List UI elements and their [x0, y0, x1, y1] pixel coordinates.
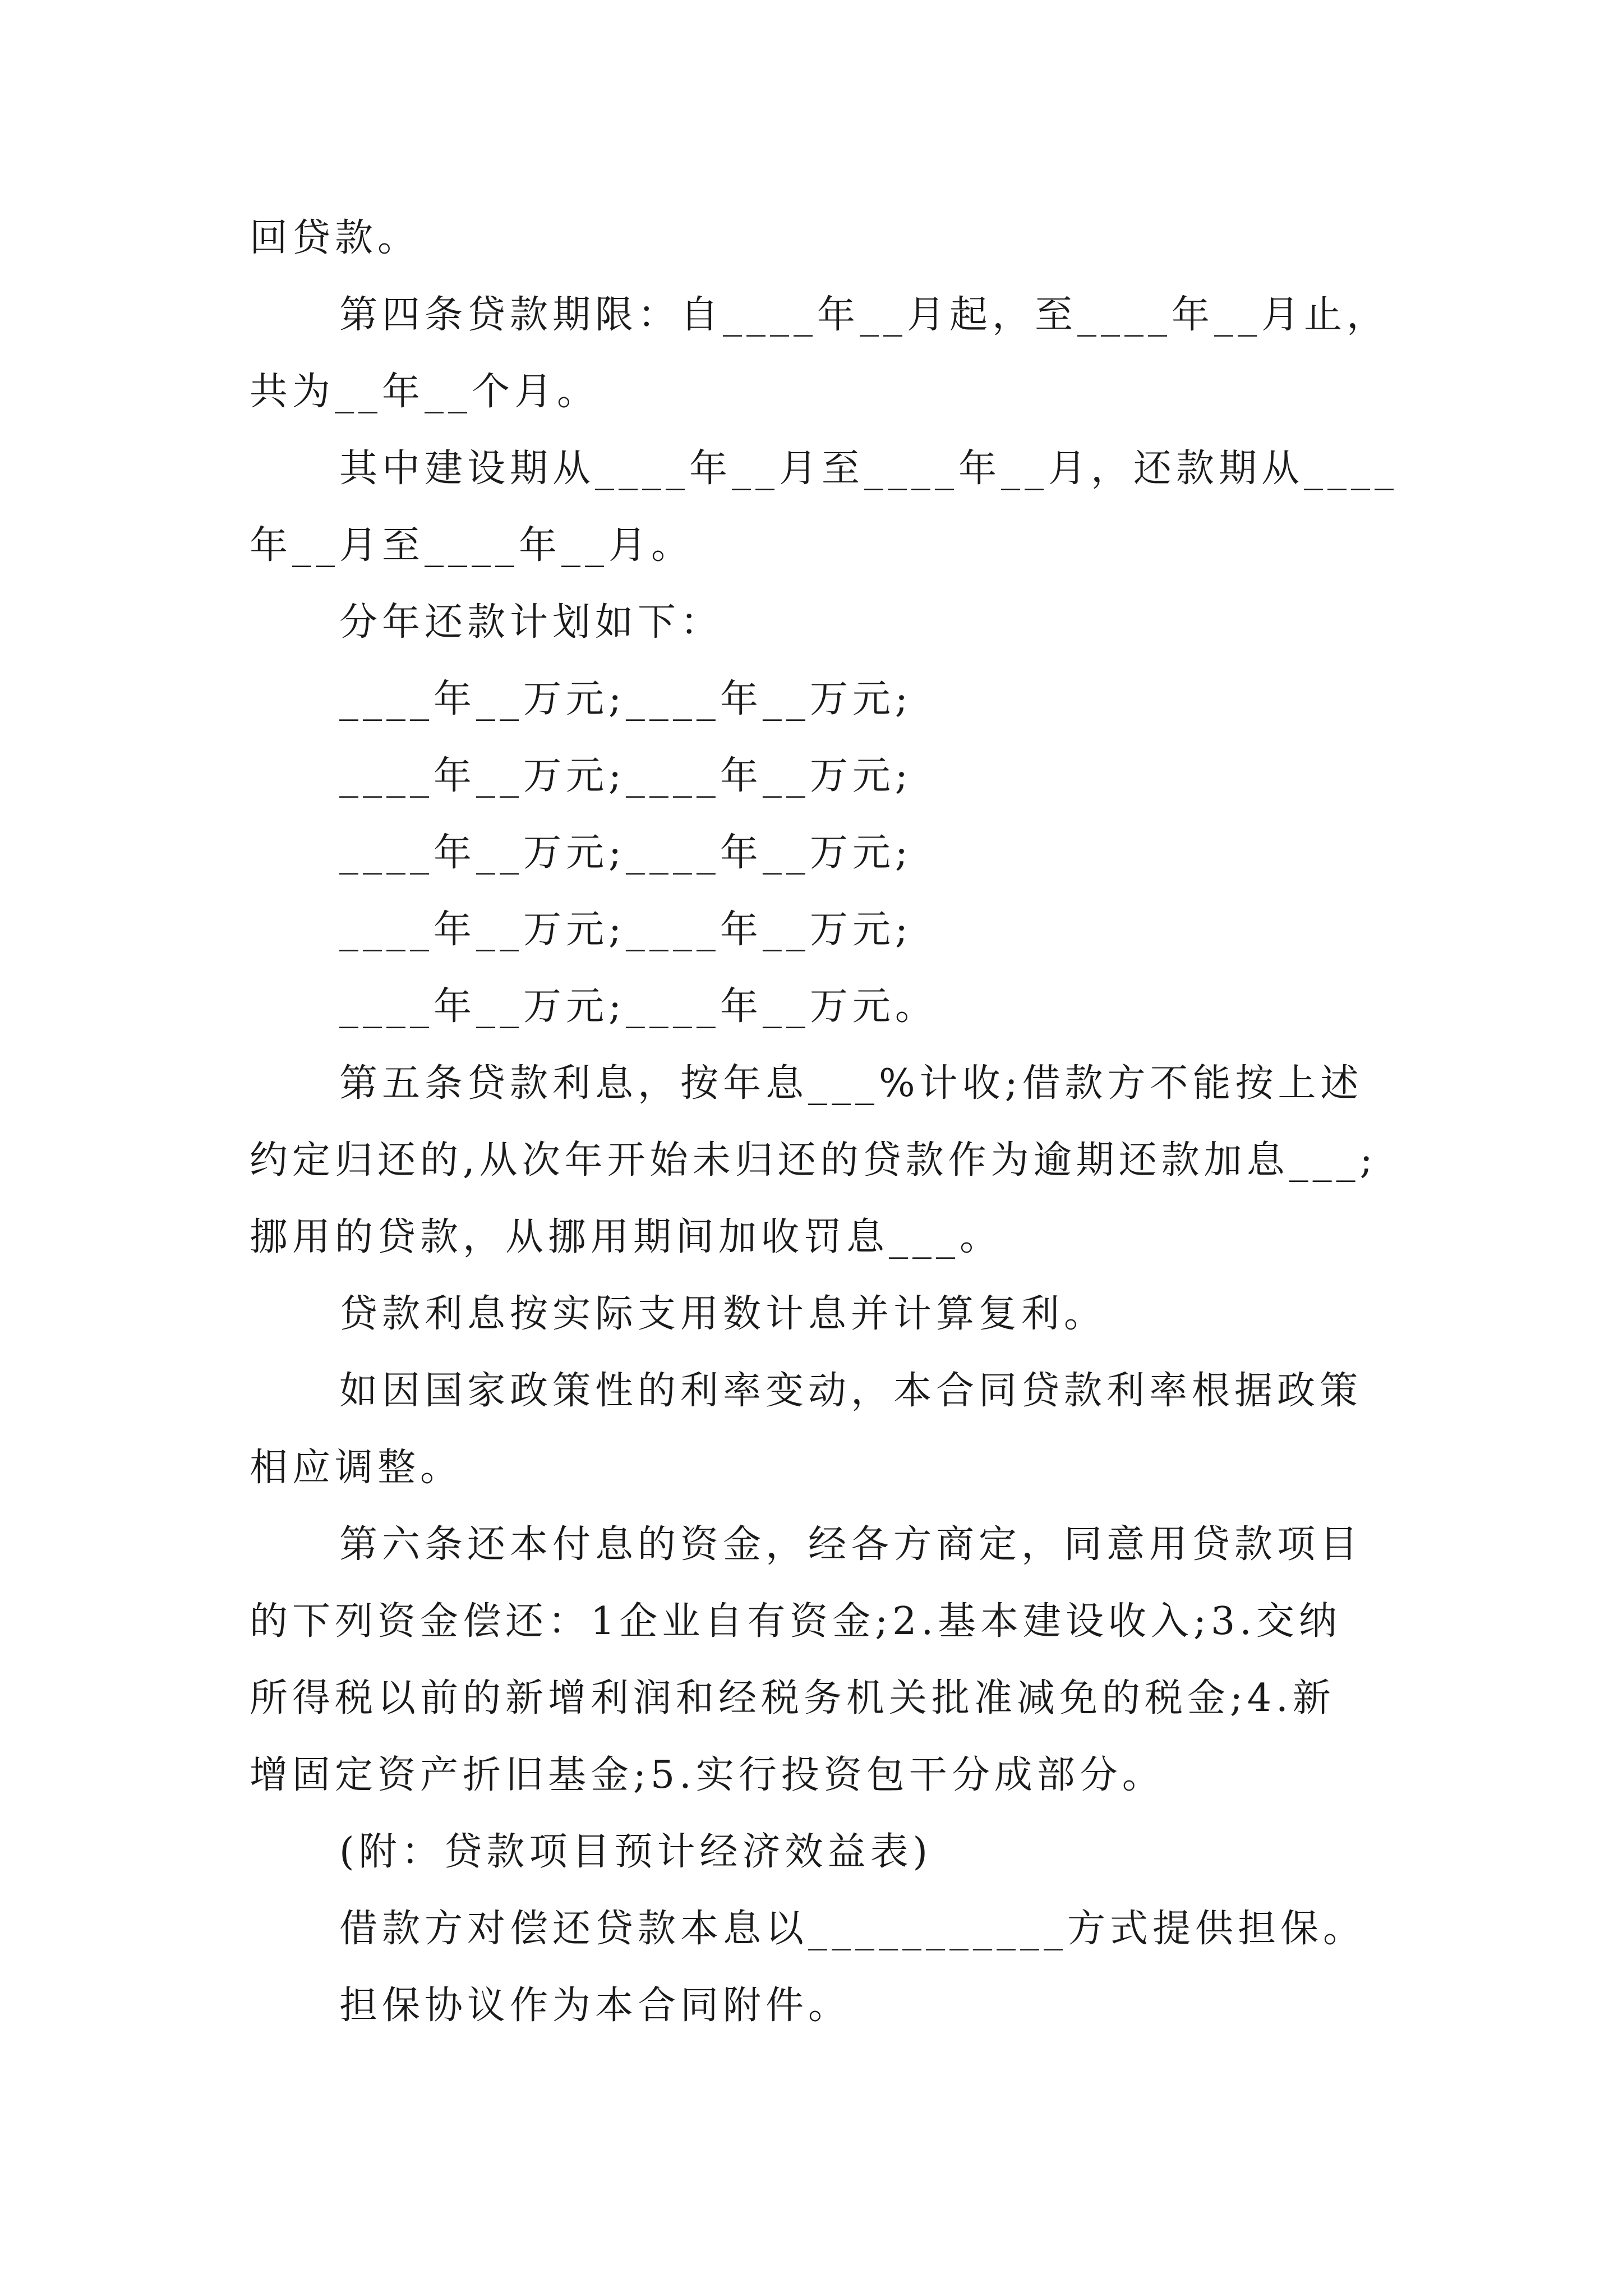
text-line: (附：贷款项目预计经济效益表) [339, 1830, 933, 1874]
text-line: 借款方对偿还贷款本息以___________方式提供担保。 [339, 1907, 1366, 1951]
text-line: 相应调整。 [250, 1446, 463, 1490]
text-line: 回贷款。 [250, 216, 421, 260]
text-line: 如因国家政策性的利率变动，本合同贷款利率根据政策 [339, 1369, 1363, 1413]
text-line: ____年__万元;____年__万元; [339, 908, 912, 952]
text-line: 共为__年__个月。 [250, 370, 600, 414]
text-line: ____年__万元;____年__万元; [339, 677, 912, 721]
text-line: 第六条还本付息的资金，经各方商定，同意用贷款项目 [339, 1522, 1363, 1567]
text-line: 贷款利息按实际支用数计息并计算复利。 [339, 1292, 1107, 1336]
text-line: 分年还款计划如下： [339, 600, 723, 645]
text-line: 担保协议作为本合同附件。 [339, 1984, 851, 2028]
text-line: 第五条贷款利息，按年息___%计收;借款方不能按上述 [339, 1061, 1363, 1106]
text-line: ____年__万元;____年__万元; [339, 831, 912, 875]
text-line: 所得税以前的新增利润和经税务机关批准减免的税金;4.新 [250, 1676, 1335, 1720]
text-line: 增固定资产折旧基金;5.实行投资包干分成部分。 [250, 1753, 1165, 1797]
text-line: ____年__万元;____年__万元; [339, 754, 912, 798]
text-line: 其中建设期从____年__月至____年__月，还款期从____ [339, 447, 1399, 491]
text-line: 第四条贷款期限：自____年__月起，至____年__月止， [339, 293, 1390, 337]
text-line: 年__月至____年__月。 [250, 523, 694, 568]
text-line: 挪用的贷款，从挪用期间加收罚息___。 [250, 1215, 1003, 1259]
text-line: ____年__万元;____年__万元。 [339, 984, 938, 1029]
text-line: 约定归还的,从次年开始未归还的贷款作为逾期还款加息___; [250, 1138, 1377, 1182]
text-line: 的下列资金偿还：1企业自有资金;2.基本建设收入;3.交纳 [250, 1599, 1341, 1644]
